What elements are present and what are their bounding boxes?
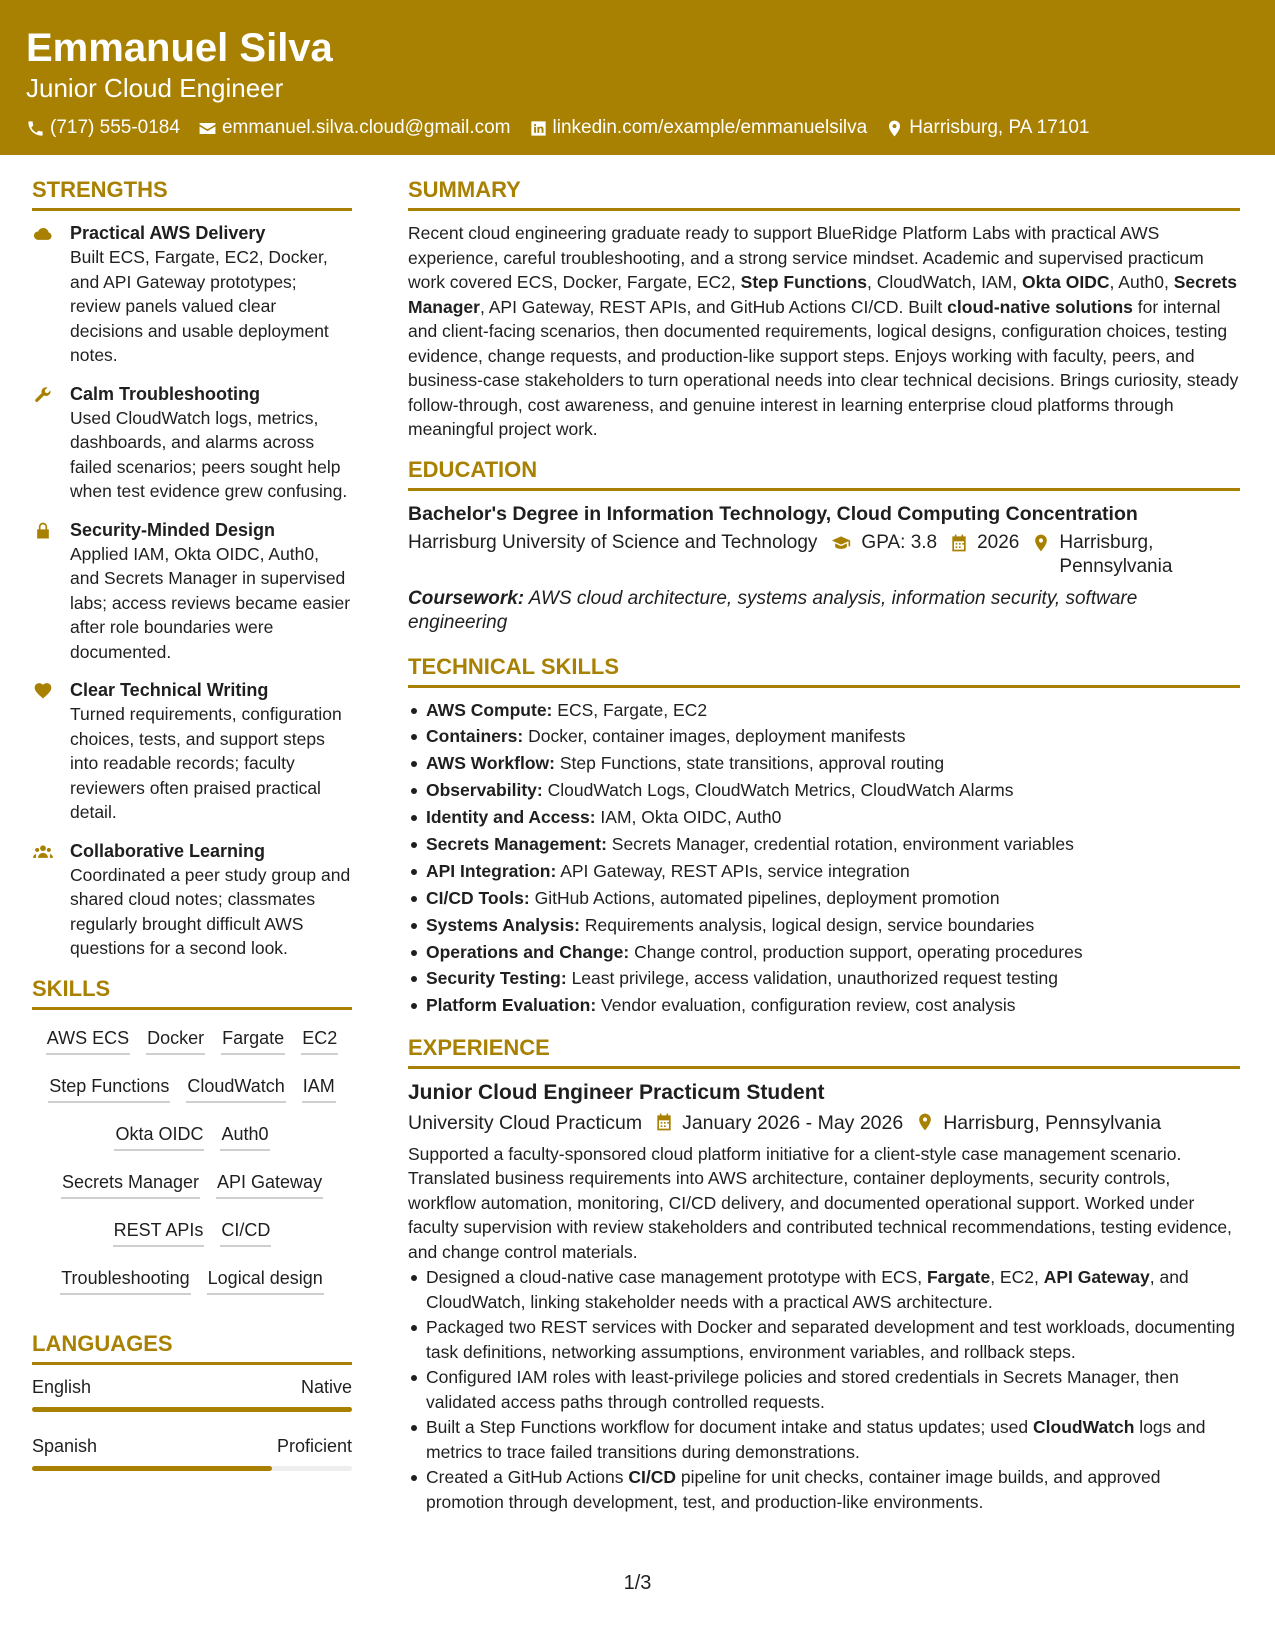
skill-category: Containers:: [426, 726, 524, 747]
bold-text: Secrets Manager: [408, 272, 1237, 317]
skill-chip: Fargate: [221, 1026, 285, 1055]
technical-skill-item: [408, 913, 1240, 938]
language-level: Proficient: [276, 1435, 352, 1456]
language-item: [32, 1434, 352, 1471]
text-run: for internal and client-facing scenarios, then documented requirements, logical designs, configuration choices, testing evidence, change requests, and production-like support steps. Enjoys working with faculty, peers, and business-case stakeholders to turn operational needs into clear technical decisions. Brings curiosity, steady follow-through, cost awareness, and genuine interest in learning enterprise cloud platforms through meaningful project work.: [408, 296, 1239, 439]
strength-item: [32, 839, 352, 961]
summary-heading: SUMMARY: [408, 176, 1240, 211]
technical-skill-item: [408, 751, 1240, 776]
skill-category: Systems Analysis:: [426, 914, 581, 935]
strength-description: Applied IAM, Okta OIDC, Auth0, and Secrets Manager in supervised labs; access reviews became easier after role boundaries were documented.: [70, 543, 351, 662]
technical-skills-list: [408, 698, 1240, 1018]
strength-body: [70, 382, 352, 504]
coursework: [408, 587, 1240, 635]
job-location: [915, 1110, 1161, 1136]
skill-chip: API Gateway: [216, 1170, 323, 1199]
technical-skills-heading: TECHNICAL SKILLS: [408, 653, 1240, 688]
technical-skill-item: [408, 724, 1240, 749]
experience-bullet: [408, 1365, 1240, 1414]
language-bar: [32, 1466, 352, 1471]
skill-chip: Step Functions: [48, 1074, 170, 1103]
skill-category: CI/CD Tools:: [426, 887, 530, 908]
language-bar: [32, 1407, 352, 1412]
map-pin-icon: [885, 119, 904, 138]
language-bar-fill: [32, 1466, 272, 1471]
phone-icon: [26, 119, 45, 138]
skill-values: API Gateway, REST APIs, service integration: [560, 860, 910, 881]
strength-item: [32, 382, 352, 504]
skill-chip: Auth0: [220, 1122, 269, 1151]
strength-icon-wrap: [32, 221, 70, 368]
strength-icon-wrap: [32, 382, 70, 504]
technical-skill-item: [408, 993, 1240, 1018]
experience-bullet: [408, 1415, 1240, 1464]
candidate-name: Emmanuel Silva: [26, 26, 333, 70]
job-org-text: University Cloud Practicum: [408, 1111, 643, 1134]
left-column: [32, 176, 352, 1493]
strengths-heading: STRENGTHS: [32, 176, 352, 211]
skill-chip: Secrets Manager: [61, 1170, 200, 1199]
school-name: [408, 531, 817, 579]
skill-values: ECS, Fargate, EC2: [557, 699, 708, 720]
strength-icon-wrap: [32, 518, 70, 665]
skill-chip: IAM: [302, 1074, 336, 1103]
skill-category: AWS Workflow:: [426, 753, 555, 774]
envelope-icon: [198, 119, 217, 138]
heart-icon: [32, 681, 54, 701]
skill-chip: REST APIs: [113, 1218, 205, 1247]
skill-values: Secrets Manager, credential rotation, environment variables: [611, 833, 1074, 854]
bold-text: cloud-native solutions: [947, 296, 1133, 317]
bold-text: API Gateway: [1043, 1267, 1150, 1288]
contact-phone[interactable]: [26, 116, 180, 140]
experience-bullet: [408, 1465, 1240, 1514]
year-item: [949, 531, 1019, 579]
location-text: Harrisburg, PA 17101: [909, 117, 1090, 138]
school-text: Harrisburg University of Science and Technology: [408, 531, 818, 553]
skill-values: Change control, production support, operating procedures: [634, 941, 1083, 962]
strength-title: Collaborative Learning: [70, 840, 266, 861]
bold-text: CloudWatch: [1033, 1417, 1135, 1438]
skill-chip: CI/CD: [220, 1218, 271, 1247]
summary-text: [408, 221, 1240, 442]
strength-item: [32, 678, 352, 825]
strength-description: Coordinated a peer study group and shared cloud notes; classmates regularly brought difficult AWS questions for a second look.: [70, 864, 351, 958]
skill-values: Docker, container images, deployment manifests: [528, 726, 906, 747]
skill-chip: AWS ECS: [46, 1026, 130, 1055]
education-location: [1031, 531, 1181, 579]
strength-title: Security-Minded Design: [70, 519, 276, 540]
technical-skill-item: [408, 966, 1240, 991]
skill-values: CloudWatch Logs, CloudWatch Metrics, CloudWatch Alarms: [547, 780, 1014, 801]
map-pin-icon: [915, 1112, 935, 1132]
technical-skill-item: [408, 778, 1240, 803]
education-details: [408, 531, 1240, 579]
degree-title: Bachelor's Degree in Information Technology, Cloud Computing Concentration: [408, 502, 1138, 525]
technical-skill-item: [408, 886, 1240, 911]
resume-header: [0, 0, 1275, 155]
text-run: , and CloudWatch, linking stakeholder needs with a practical AWS architecture.: [426, 1267, 1189, 1312]
bold-text: Fargate: [926, 1267, 991, 1288]
text-run: Built a Step Functions workflow for document intake and status updates; used: [426, 1417, 1034, 1438]
skill-category: Operations and Change:: [426, 941, 630, 962]
technical-skill-item: [408, 805, 1240, 830]
candidate-role: Junior Cloud Engineer: [26, 73, 284, 103]
skill-category: Secrets Management:: [426, 833, 607, 854]
wrench-icon: [32, 385, 54, 405]
skill-chip: Okta OIDC: [114, 1122, 204, 1151]
skill-chip: Troubleshooting: [60, 1266, 190, 1295]
job-dates: [654, 1110, 903, 1136]
text-run: , Auth0,: [1109, 272, 1174, 292]
technical-skill-item: [408, 832, 1240, 857]
phone-text: (717) 555-0184: [50, 117, 180, 138]
lock-icon: [32, 521, 54, 541]
strength-icon-wrap: [32, 839, 70, 961]
language-row: [32, 1375, 352, 1399]
strength-title: Practical AWS Delivery: [70, 223, 266, 243]
skill-values: Step Functions, state transitions, approval routing: [559, 753, 945, 774]
experience-bullet: [408, 1315, 1240, 1364]
languages-list: [32, 1375, 352, 1471]
skill-values: IAM, Okta OIDC, Auth0: [600, 807, 782, 828]
technical-skill-item: [408, 859, 1240, 884]
strength-body: [70, 839, 352, 961]
skill-category: API Integration:: [426, 860, 557, 881]
text-run: Created a GitHub Actions: [426, 1467, 629, 1488]
email-text: emmanuel.silva.cloud@gmail.com: [221, 117, 511, 138]
map-pin-icon: [1031, 533, 1051, 553]
gpa-text: GPA: 3.8: [861, 531, 938, 553]
languages-heading: LANGUAGES: [32, 1330, 352, 1365]
language-name: Spanish: [32, 1435, 98, 1456]
text-run: logs and metrics to trace failed transitions during demonstrations.: [426, 1417, 1206, 1462]
strength-item: [32, 221, 352, 368]
calendar-icon: [949, 533, 969, 553]
strength-description: Turned requirements, configuration choices, tests, and support steps into readable records; faculty reviewers often praised practical detail.: [70, 704, 342, 822]
bold-text: Step Functions: [740, 272, 868, 292]
strength-body: [70, 678, 352, 825]
skill-chip: Logical design: [207, 1266, 324, 1295]
strength-title: Calm Troubleshooting: [70, 383, 261, 404]
skill-chip: Docker: [146, 1026, 205, 1055]
technical-skill-item: [408, 940, 1240, 965]
strength-title: Clear Technical Writing: [70, 680, 269, 700]
job-org: [408, 1110, 642, 1136]
skills-heading: SKILLS: [32, 975, 352, 1010]
experience-bullets: [408, 1265, 1240, 1514]
text-run: pipeline for unit checks, container image builds, and approved promotion through development, test, and production-like environments.: [426, 1467, 1161, 1512]
text-run: , EC2,: [990, 1267, 1044, 1288]
language-bar-fill: [32, 1407, 352, 1412]
calendar-icon: [654, 1112, 674, 1132]
language-name: English: [32, 1376, 92, 1397]
page-number: 1/3: [623, 1572, 652, 1594]
strength-description: Built ECS, Fargate, EC2, Docker, and API Gateway prototypes; review panels valued clear decisions and usable deployment notes.: [70, 247, 329, 365]
skill-chip: EC2: [301, 1026, 338, 1055]
contact-linkedin[interactable]: [529, 116, 868, 140]
linkedin-text: linkedin.com/example/emmanuelsilva: [552, 117, 868, 138]
strengths-list: [32, 221, 352, 961]
language-item: [32, 1375, 352, 1412]
job-title: Junior Cloud Engineer Practicum Student: [408, 1080, 825, 1104]
skill-values: Least privilege, access validation, unauthorized request testing: [571, 968, 1058, 989]
graduation-cap-icon: [829, 533, 853, 553]
strength-description: Used CloudWatch logs, metrics, dashboards, and alarms across failed scenarios; peers sought help when test evidence grew confusing.: [70, 407, 348, 501]
text-run: Configured IAM roles with least-privilege policies and stored credentials in Secrets Manager, then validated access paths through controlled requests.: [426, 1367, 1179, 1412]
experience-bullet: [408, 1265, 1240, 1314]
strength-icon-wrap: [32, 678, 70, 825]
skill-chip: CloudWatch: [186, 1074, 285, 1103]
skills-list: [32, 1020, 352, 1326]
bold-text: Okta OIDC: [1022, 272, 1110, 292]
coursework-text: AWS cloud architecture, systems analysis, information security, software engineering: [408, 587, 1138, 633]
strength-body: [70, 518, 352, 665]
coursework-label: Coursework:: [408, 587, 525, 609]
bold-text: CI/CD: [628, 1467, 676, 1488]
education-location-text: Harrisburg, Pennsylvania: [1059, 531, 1173, 577]
contact-email[interactable]: [198, 116, 511, 140]
education-heading: EDUCATION: [408, 456, 1240, 491]
skill-values: Vendor evaluation, configuration review, cost analysis: [601, 995, 1016, 1016]
gpa-item: [829, 531, 937, 579]
cloud-icon: [32, 224, 54, 244]
technical-skill-item: [408, 698, 1240, 723]
skill-category: Security Testing:: [426, 968, 567, 989]
contact-bar: [26, 116, 1249, 140]
job-location-text: Harrisburg, Pennsylvania: [943, 1111, 1162, 1134]
users-icon: [32, 842, 54, 862]
text-run: Designed a cloud-native case management prototype with ECS,: [426, 1267, 927, 1288]
skill-category: Platform Evaluation:: [426, 995, 597, 1016]
experience-heading: EXPERIENCE: [408, 1034, 1240, 1069]
text-run: , API Gateway, REST APIs, and GitHub Actions CI/CD. Built: [479, 296, 948, 317]
job-dates-text: January 2026 - May 2026: [682, 1111, 904, 1134]
linkedin-icon: [529, 119, 548, 138]
skill-category: AWS Compute:: [426, 699, 553, 720]
year-text: 2026: [977, 531, 1020, 553]
contact-location: [885, 116, 1089, 140]
skill-category: Observability:: [426, 780, 543, 801]
text-run: Recent cloud engineering graduate ready to support BlueRidge Platform Labs with practical AWS experience, careful troubleshooting, and a strong service mindset. Academic and supervised practicum work covered ECS, Docker, Fargate, EC2,: [408, 223, 1204, 292]
strength-body: [70, 221, 352, 368]
strength-item: [32, 518, 352, 665]
job-description: Supported a faculty-sponsored cloud platform initiative for a client-style case management scenario. Translated business requirements into AWS architecture, container deployments, security controls, workflow automation, monitoring, CI/CD delivery, and documented operational support. Worked under faculty supervision with review stakeholders and contributed technical recommendations, testing evidence, and change control materials.: [408, 1143, 1232, 1262]
text-run: Packaged two REST services with Docker and separated development and test workloads, documenting task definitions, networking assumptions, environment variables, and rollback steps.: [426, 1317, 1235, 1362]
text-run: , CloudWatch, IAM,: [867, 272, 1022, 292]
skill-category: Identity and Access:: [426, 807, 596, 828]
right-column: [408, 176, 1240, 1530]
skill-values: Requirements analysis, logical design, service boundaries: [584, 914, 1035, 935]
language-row: [32, 1434, 352, 1458]
language-level: Native: [300, 1376, 352, 1397]
skill-values: GitHub Actions, automated pipelines, deployment promotion: [534, 887, 1000, 908]
job-details: [408, 1110, 1240, 1136]
